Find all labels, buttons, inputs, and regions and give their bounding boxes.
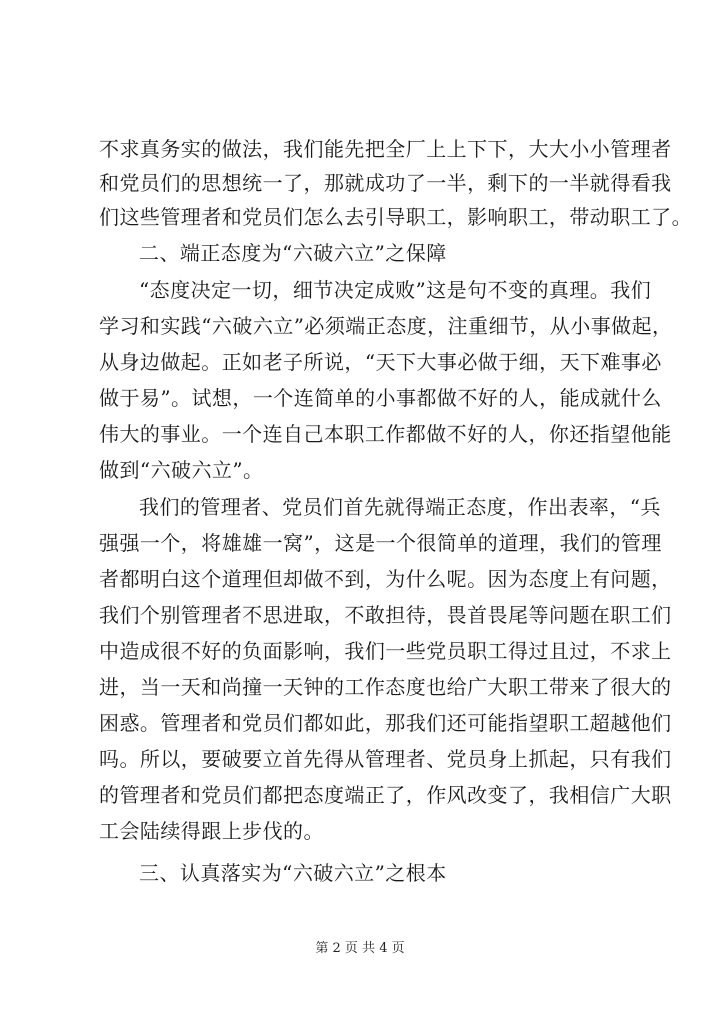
paragraph-line: 伟大的事业。一个连自己本职工作都做不好的人，你还指望他能: [99, 422, 672, 446]
paragraph-line: 们这些管理者和党员们怎么去引导职工，影响职工，带动职工了。: [99, 205, 693, 229]
paragraph-line: 不求真务实的做法，我们能先把全厂上上下下，大大小小管理者: [99, 137, 672, 161]
paragraph-line: 的管理者和党员们都把态度端正了，作风改变了，我相信广大职: [99, 783, 672, 807]
section-heading: 三、认真落实为“六破六立”之根本: [139, 861, 447, 885]
paragraph-line: 工会陆续得跟上步伐的。: [99, 819, 324, 843]
paragraph-line: 和党员们的思想统一了，那就成功了一半，剩下的一半就得看我: [99, 171, 672, 195]
paragraph-line: 做到“六破六立”。: [99, 458, 264, 482]
paragraph-line: 者都明白这个道理但却做不到，为什么呢。因为态度上有问题，: [99, 567, 672, 591]
paragraph-line: 强强一个，将雄雄一窝”，这是一个很简单的道理，我们的管理: [99, 531, 662, 555]
paragraph-line: 我们的管理者、党员们首先就得端正态度，作出表率，“兵: [139, 495, 661, 519]
paragraph-line: 吗。所以，要破要立首先得从管理者、党员身上抓起，只有我们: [99, 747, 672, 771]
paragraph-line: 我们个别管理者不思进取，不敢担待，畏首畏尾等问题在职工们: [99, 603, 672, 627]
paragraph-line: 中造成很不好的负面影响，我们一些党员职工得过且过，不求上: [99, 639, 672, 663]
paragraph-line: 困惑。管理者和党员们都如此，那我们还可能指望职工超越他们: [99, 711, 672, 735]
section-heading: 二、端正态度为“六破六立”之保障: [139, 241, 447, 265]
page-number: 第 2 页 共 4 页: [315, 941, 405, 956]
paragraph-line: 做于易”。试想，一个连简单的小事都做不好的人，能成就什么: [99, 386, 662, 410]
paragraph-line: “态度决定一切，细节决定成败”这是句不变的真理。我们: [139, 278, 652, 302]
paragraph-line: 进，当一天和尚撞一天钟的工作态度也给广大职工带来了很大的: [99, 675, 672, 699]
paragraph-line: 从身边做起。正如老子所说，“天下大事必做于细，天下难事必: [99, 350, 662, 374]
paragraph-line: 学习和实践“六破六立”必须端正态度，注重细节，从小事做起，: [99, 314, 673, 338]
